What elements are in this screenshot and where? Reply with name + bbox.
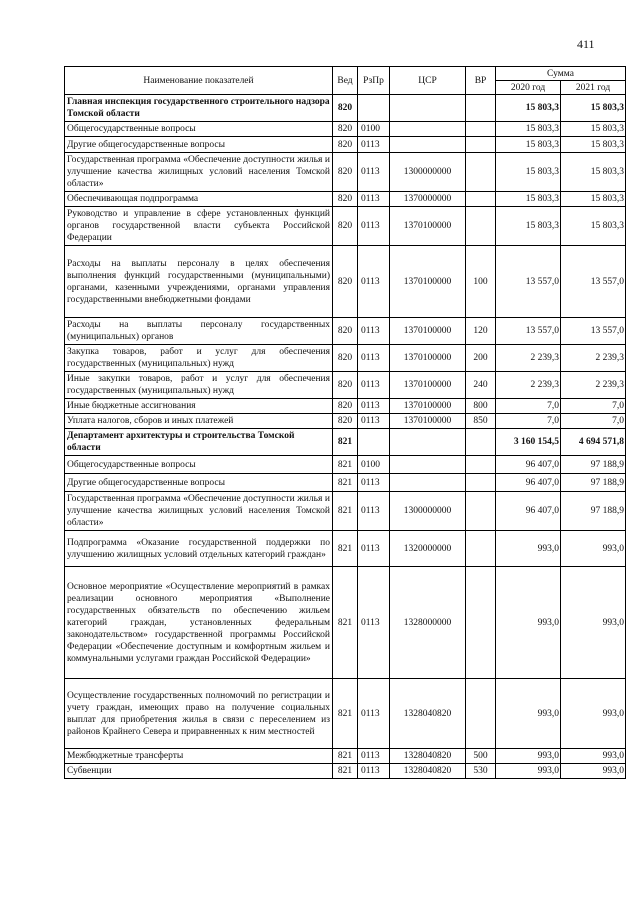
row-vr (466, 207, 496, 246)
row-2020: 15 803,3 (496, 207, 561, 246)
row-rzpr: 0113 (358, 764, 390, 779)
row-csr: 1370100000 (390, 345, 466, 372)
table-row (65, 95, 626, 122)
row-ved: 820 (333, 414, 358, 429)
table-row (65, 679, 626, 749)
row-rzpr: 0113 (358, 137, 390, 153)
header-ved: Вед (333, 67, 358, 95)
row-name: Департамент архитектуры и строительства Томской области (65, 429, 333, 456)
row-2020: 7,0 (496, 414, 561, 429)
row-csr (390, 429, 466, 456)
row-rzpr: 0113 (358, 207, 390, 246)
row-csr: 1328040820 (390, 764, 466, 779)
row-vr: 200 (466, 345, 496, 372)
row-rzpr: 0100 (358, 456, 390, 474)
table-row (65, 764, 626, 779)
row-ved: 820 (333, 95, 358, 122)
row-csr (390, 137, 466, 153)
row-rzpr: 0113 (358, 399, 390, 414)
row-vr (466, 95, 496, 122)
row-ved: 820 (333, 318, 358, 345)
row-2020: 13 557,0 (496, 318, 561, 345)
row-rzpr: 0113 (358, 192, 390, 207)
row-2020: 15 803,3 (496, 192, 561, 207)
row-vr (466, 474, 496, 492)
row-2020: 993,0 (496, 679, 561, 749)
table-row (65, 372, 626, 399)
row-csr (390, 95, 466, 122)
row-csr: 1370100000 (390, 372, 466, 399)
row-2020: 15 803,3 (496, 153, 561, 192)
row-rzpr: 0113 (358, 153, 390, 192)
row-name: Другие общегосударственные вопросы (65, 474, 333, 492)
row-2021: 993,0 (561, 749, 626, 764)
row-ved: 821 (333, 474, 358, 492)
row-2021: 97 188,9 (561, 492, 626, 531)
row-2021: 97 188,9 (561, 474, 626, 492)
row-vr (466, 137, 496, 153)
row-2020: 993,0 (496, 764, 561, 779)
row-2021: 15 803,3 (561, 137, 626, 153)
row-rzpr: 0113 (358, 679, 390, 749)
row-vr (466, 679, 496, 749)
row-name: Закупка товаров, работ и услуг для обеспечения государственных (муниципальных) нужд (65, 345, 333, 372)
table-row (65, 567, 626, 679)
table-row (65, 345, 626, 372)
row-vr (466, 567, 496, 679)
row-2020: 15 803,3 (496, 95, 561, 122)
table-row (65, 153, 626, 192)
row-csr (390, 456, 466, 474)
row-ved: 820 (333, 345, 358, 372)
row-name: Субвенции (65, 764, 333, 779)
row-csr: 1300000000 (390, 153, 466, 192)
row-csr: 1300000000 (390, 492, 466, 531)
row-rzpr: 0113 (358, 531, 390, 567)
row-2020: 993,0 (496, 567, 561, 679)
table-row (65, 318, 626, 345)
row-vr: 800 (466, 399, 496, 414)
row-csr: 1370000000 (390, 192, 466, 207)
row-2021: 15 803,3 (561, 207, 626, 246)
row-2021: 993,0 (561, 567, 626, 679)
row-2020: 96 407,0 (496, 474, 561, 492)
row-ved: 821 (333, 679, 358, 749)
row-vr: 530 (466, 764, 496, 779)
row-ved: 820 (333, 399, 358, 414)
row-ved: 820 (333, 192, 358, 207)
row-rzpr (358, 429, 390, 456)
row-rzpr: 0100 (358, 122, 390, 137)
row-rzpr: 0113 (358, 414, 390, 429)
row-vr (466, 122, 496, 137)
row-2021: 2 239,3 (561, 345, 626, 372)
header-csr: ЦСР (390, 67, 466, 95)
row-2020: 3 160 154,5 (496, 429, 561, 456)
row-2021: 15 803,3 (561, 122, 626, 137)
table-row (65, 399, 626, 414)
row-vr: 100 (466, 246, 496, 318)
row-csr: 1320000000 (390, 531, 466, 567)
row-name: Расходы на выплаты персоналу государственных (муниципальных) органов (65, 318, 333, 345)
row-ved: 820 (333, 246, 358, 318)
row-2020: 2 239,3 (496, 345, 561, 372)
row-name: Главная инспекция государственного строительного надзора Томской области (65, 95, 333, 122)
row-csr: 1370100000 (390, 414, 466, 429)
row-vr: 850 (466, 414, 496, 429)
row-vr (466, 153, 496, 192)
row-rzpr: 0113 (358, 372, 390, 399)
row-name: Основное мероприятие «Осуществление мероприятий в рамках реализации основного мероприятия «Выполнение государственных обязательств по обеспечению жильем категорий граждан, установленных федеральным законодательством» государственной программы Российской Федерации «Обеспечение доступным и комфортным жильем и коммунальными услугами граждан Российской Федерации» (65, 567, 333, 679)
row-2020: 15 803,3 (496, 137, 561, 153)
table-row (65, 456, 626, 474)
row-name: Государственная программа «Обеспечение доступности жилья и улучшение качества жилищных условий населения Томской области» (65, 492, 333, 531)
row-name: Уплата налогов, сборов и иных платежей (65, 414, 333, 429)
row-name: Общегосударственные вопросы (65, 456, 333, 474)
row-csr: 1328040820 (390, 679, 466, 749)
row-2021: 4 694 571,8 (561, 429, 626, 456)
row-name: Общегосударственные вопросы (65, 122, 333, 137)
row-2021: 15 803,3 (561, 192, 626, 207)
row-2020: 96 407,0 (496, 492, 561, 531)
row-csr: 1370100000 (390, 246, 466, 318)
row-ved: 821 (333, 531, 358, 567)
row-ved: 821 (333, 456, 358, 474)
row-2020: 7,0 (496, 399, 561, 414)
header-name: Наименование показателей (65, 67, 333, 95)
row-vr (466, 492, 496, 531)
row-rzpr: 0113 (358, 492, 390, 531)
row-name: Иные бюджетные ассигнования (65, 399, 333, 414)
row-2021: 13 557,0 (561, 246, 626, 318)
row-2021: 993,0 (561, 679, 626, 749)
row-rzpr: 0113 (358, 318, 390, 345)
row-csr: 1328040820 (390, 749, 466, 764)
row-rzpr: 0113 (358, 345, 390, 372)
table-row (65, 207, 626, 246)
row-csr: 1370100000 (390, 399, 466, 414)
row-2021: 97 188,9 (561, 456, 626, 474)
row-ved: 820 (333, 207, 358, 246)
table-row (65, 192, 626, 207)
table-row (65, 429, 626, 456)
row-vr: 500 (466, 749, 496, 764)
row-csr (390, 122, 466, 137)
row-csr: 1328000000 (390, 567, 466, 679)
row-csr: 1370100000 (390, 318, 466, 345)
row-ved: 821 (333, 764, 358, 779)
row-vr (466, 429, 496, 456)
table-row (65, 531, 626, 567)
row-ved: 821 (333, 749, 358, 764)
row-ved: 820 (333, 122, 358, 137)
header-rzpr: РзПр (358, 67, 390, 95)
row-2021: 15 803,3 (561, 153, 626, 192)
row-ved: 820 (333, 372, 358, 399)
header-2020: 2020 год (496, 81, 561, 95)
row-csr: 1370100000 (390, 207, 466, 246)
table-row (65, 749, 626, 764)
row-rzpr: 0113 (358, 474, 390, 492)
header-sum: Сумма (496, 67, 626, 81)
row-ved: 821 (333, 492, 358, 531)
row-name: Другие общегосударственные вопросы (65, 137, 333, 153)
row-name: Обеспечивающая подпрограмма (65, 192, 333, 207)
table-row (65, 246, 626, 318)
budget-table (64, 66, 626, 779)
row-2020: 2 239,3 (496, 372, 561, 399)
row-2021: 15 803,3 (561, 95, 626, 122)
row-name: Руководство и управление в сфере установленных функций органов государственной власти субъекта Российской Федерации (65, 207, 333, 246)
row-2020: 15 803,3 (496, 122, 561, 137)
table-row (65, 122, 626, 137)
row-2020: 993,0 (496, 749, 561, 764)
row-name: Межбюджетные трансферты (65, 749, 333, 764)
row-rzpr (358, 95, 390, 122)
row-ved: 821 (333, 567, 358, 679)
row-vr: 120 (466, 318, 496, 345)
row-2021: 7,0 (561, 399, 626, 414)
row-2021: 993,0 (561, 531, 626, 567)
row-ved: 820 (333, 153, 358, 192)
row-2021: 2 239,3 (561, 372, 626, 399)
row-name: Осуществление государственных полномочий по регистрации и учету граждан, имеющих право на получение социальных выплат для приобретения жилья в связи с переселением из районов Крайнего Севера и приравненных к ним местностей (65, 679, 333, 749)
row-vr: 240 (466, 372, 496, 399)
row-2021: 13 557,0 (561, 318, 626, 345)
row-vr (466, 531, 496, 567)
row-2020: 993,0 (496, 531, 561, 567)
row-name: Подпрограмма «Оказание государственной поддержки по улучшению жилищных условий отдельных категорий граждан» (65, 531, 333, 567)
row-rzpr: 0113 (358, 749, 390, 764)
row-ved: 820 (333, 137, 358, 153)
table-row (65, 474, 626, 492)
row-name: Государственная программа «Обеспечение доступности жилья и улучшение качества жилищных условий населения Томской области» (65, 153, 333, 192)
table-row (65, 492, 626, 531)
row-vr (466, 456, 496, 474)
row-vr (466, 192, 496, 207)
row-name: Расходы на выплаты персоналу в целях обеспечения выполнения функций государственными (муниципальными) органами, казенными учреждениями, органами управления государственными внебюджетными фондами (65, 246, 333, 318)
row-ved: 821 (333, 429, 358, 456)
row-csr (390, 474, 466, 492)
page-number: 411 (577, 37, 595, 51)
header-2021: 2021 год (561, 81, 626, 95)
header-vr: ВР (466, 67, 496, 95)
row-rzpr: 0113 (358, 246, 390, 318)
table-row (65, 137, 626, 153)
row-name: Иные закупки товаров, работ и услуг для обеспечения государственных (муниципальных) нужд (65, 372, 333, 399)
row-2021: 993,0 (561, 764, 626, 779)
row-2020: 13 557,0 (496, 246, 561, 318)
row-2021: 7,0 (561, 414, 626, 429)
row-rzpr: 0113 (358, 567, 390, 679)
row-2020: 96 407,0 (496, 456, 561, 474)
table-row (65, 414, 626, 429)
